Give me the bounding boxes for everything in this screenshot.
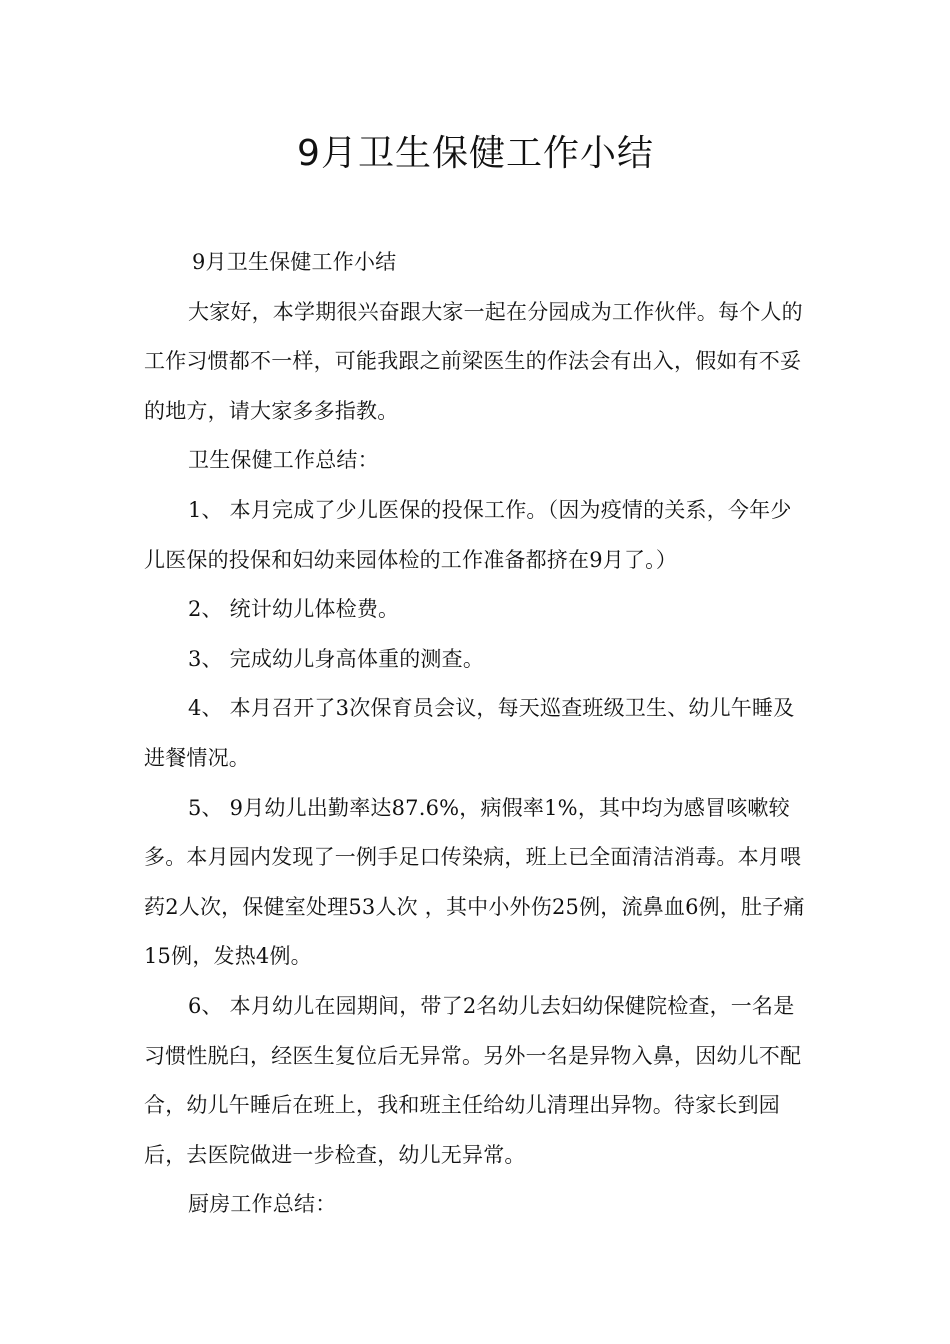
list-item-1: 1、 本月完成了少儿医保的投保工作。（因为疫情的关系，今年少儿医保的投保和妇幼来园体检的工作准备都挤在9月了。） [144,497,792,572]
section-heading-health-care: 卫生保健工作总结： [188,448,379,473]
list-item-6: 6、 本月幼儿在园期间，带了2名幼儿去妇幼保健院检查，一名是习惯性脱臼，经医生复位后无异常。另外一名是异物入鼻，因幼儿不配合，幼儿午睡后在班上，我和班主任给幼儿清理出异物。待家长到园后，去医院做进一步检查，幼儿无异常。 [144,993,802,1167]
section-heading-kitchen: 厨房工作总结： [188,1192,337,1217]
list-item-3: 3、 完成幼儿身高体重的测查。 [188,646,485,671]
paragraph-subtitle: 9月卫生保健工作小结 [192,250,397,274]
list-item-5: 5、 9月幼儿出勤率达87.6%，病假率1%，其中均为感冒咳嗽较多。本月园内发现了一例手足口传染病，班上已全面清洁消毒。本月喂药2人次，保健室处理53人次 ，其中小外伤25例，流鼻血6例，肚子痛15例，发热4例。 [144,795,805,969]
list-item-4: 4、 本月召开了3次保育员会议，每天巡查班级卫生、幼儿午睡及进餐情况。 [144,696,795,770]
paragraph-greeting: 大家好，本学期很兴奋跟大家一起在分园成为工作伙伴。每个人的工作习惯都不一样，可能我跟之前梁医生的作法会有出入，假如有不妥的地方，请大家多多指教。 [144,299,803,423]
document-title: 9月卫生保健工作小结 [297,133,654,174]
list-item-2: 2、 统计幼儿体检费。 [188,597,400,622]
document-body [144,238,807,1230]
